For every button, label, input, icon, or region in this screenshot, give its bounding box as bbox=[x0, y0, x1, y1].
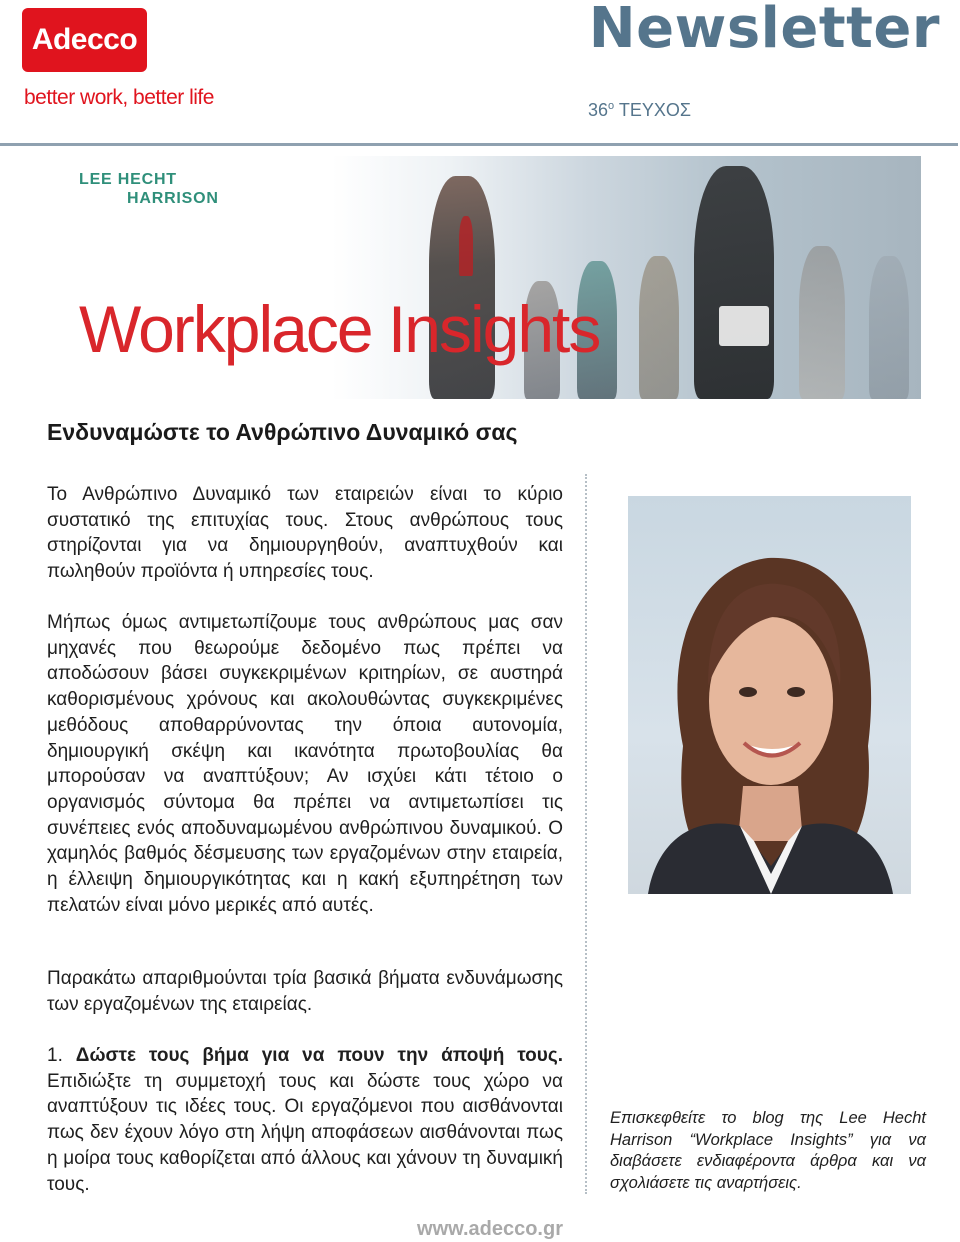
banner-photo-figure bbox=[639, 256, 679, 399]
banner-photo-figure bbox=[799, 246, 845, 399]
portrait-illustration bbox=[628, 496, 911, 894]
brand-line-1: LEE HECHT bbox=[79, 171, 177, 188]
issue-word: ΤΕΥΧΟΣ bbox=[618, 100, 691, 120]
tagline: better work, better life bbox=[24, 86, 214, 109]
article-heading: Ενδυναμώστε το Ανθρώπινο Δυναμικό σας bbox=[47, 419, 518, 445]
header-divider bbox=[0, 143, 958, 146]
paragraph-intro: Το Ανθρώπινο Δυναμικό των εταιρειών είναι το κύριο συστατικό της επιτυχίας τους. Στους ανθρώπους τους στηρίζονται για να δημιουργηθούν, αναπτυχθούν και πωληθούν προϊόντα ή υπηρεσίες τους. bbox=[47, 484, 563, 583]
issue-number: 36 bbox=[588, 100, 609, 120]
step-1-title: Δώστε τους βήμα για να πουν την άποψή τους. bbox=[75, 1045, 564, 1066]
blog-note: Επισκεφθείτε το blog της Lee Hecht Harrison “Workplace Insights” για να διαβάσετε ενδιαφέροντα άρθρα και να σχολιάσετε τις αναρτήσεις. bbox=[610, 1109, 926, 1192]
paragraph-body: Μήπως όμως αντιμετωπίζουμε τους ανθρώπους μας σαν μηχανές που θεωρούμε δεδομένο πως πρέπει να αποδώσουν βάσει συγκεκριμένων κριτηρίων, σε αυστηρά καθορισμένους χρόνους και ακολουθώντας συγκεκριμένες μεθόδους αποθαρρύνοντας την όποια αυτονομία, δημιουργική σκέψη και ικανότητα πρωτοβουλίας θα μπορούσαν να αναπτύξουν; Αν ισχύει κάτι τέτοιο ο οργανισμός σύντομα θα πρέπει να αντιμετωπίσει τις συνέπειες ενός αποδυναμωμένου ανθρώπινου δυναμικού. Ο χαμηλός βαθμός δέσμευσης των εργαζομένων στην εταιρεία, η έλλειψη δημιουργικότητας και η κακή εξυπηρέτηση των πελατών είναι μόνο μερικές από αυτές. bbox=[47, 612, 563, 916]
step-1-text: Επιδιώξτε τη συμμετοχή τους και δώστε τους χώρο να αναπτύξουν τις ιδέες τους. Οι εργαζόμενοι που αισθάνονται πως δεν έχουν λόγο στη λήψη αποφάσεων αισθάνονται πως η μοίρα τους καθορίζεται από άλλους και χάνουν τη δυναμική τους. bbox=[47, 1070, 563, 1195]
footer-url-link[interactable]: www.adecco.gr bbox=[417, 1218, 563, 1240]
banner-photo-figure bbox=[869, 256, 909, 399]
newsletter-title: Newsletter bbox=[588, 0, 940, 61]
column-divider bbox=[585, 474, 587, 1194]
issue-superscript: ο bbox=[608, 100, 615, 112]
step-1-number: 1. bbox=[47, 1045, 63, 1066]
paragraph-steps-intro: Παρακάτω απαριθμούνται τρία βασικά βήματα ενδυνάμωσης των εργαζομένων της εταιρείας. bbox=[47, 968, 563, 1015]
banner-photo-figure bbox=[694, 166, 774, 399]
banner-title: Workplace Insights bbox=[79, 292, 600, 366]
brand-line-2: HARRISON bbox=[127, 190, 219, 207]
adecco-logo bbox=[22, 8, 147, 72]
portrait-photo bbox=[628, 496, 911, 894]
logo-wordmark: Adecco bbox=[31, 23, 138, 56]
lee-hecht-harrison-logo bbox=[79, 170, 219, 208]
banner-photo-figure bbox=[719, 306, 769, 346]
workplace-insights-banner bbox=[79, 156, 921, 399]
step-1 bbox=[47, 1043, 563, 1197]
issue-label bbox=[588, 100, 691, 121]
banner-photo-figure bbox=[459, 216, 473, 276]
